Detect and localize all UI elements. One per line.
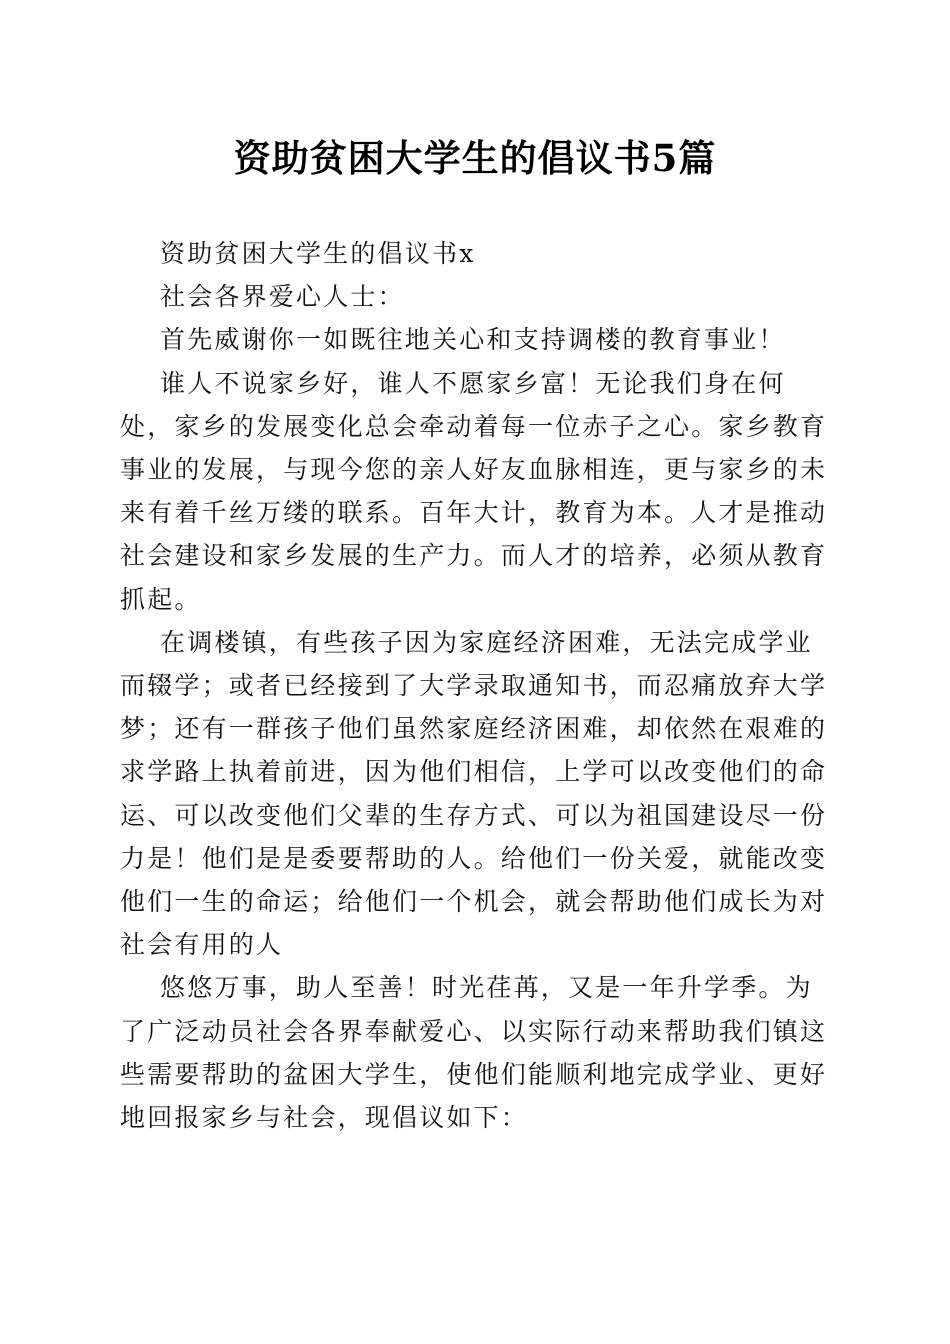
paragraph-students: 在调楼镇，有些孩子因为家庭经济困难，无法完成学业而辍学；或者已经接到了大学录取通知书，而忍痛放弃大学梦；还有一群孩子他们虽然家庭经济困难，却依然在艰难的求学路上执着前进，因为他们相信，上学可以改变他们的命运、可以改变他们父辈的生存方式、可以为祖国建设尽一份力是！他们是是委要帮助的人。给他们一份关爱，就能改变他们一生的命运；给他们一个机会，就会帮助他们成长为对社会有用的人 (120, 627, 828, 960)
paragraph-hometown: 谁人不说家乡好，谁人不愿家乡富！无论我们身在何处，家乡的发展变化总会牵动着每一位赤子之心。家乡教育事业的发展，与现今您的亲人好友血脉相连，更与家乡的未来有着千丝万缕的联系。百年大计，教育为本。人才是推动社会建设和家乡发展的生产力。而人才的培养，必须从教育抓起。 (120, 368, 828, 614)
paragraph-proposal: 悠悠万事，助人至善！时光荏苒，又是一年升学季。为了广泛动员社会各界奉献爱心、以实际行动来帮助我们镇这些需要帮助的盆困大学生，使他们能顺利地完成学业、更好地回报家乡与社会，现倡议如下： (120, 973, 828, 1133)
paragraph-subtitle: 资助贫困大学生的倡议书x (160, 239, 476, 268)
document-title: 资助贫困大学生的倡议书5篇 (233, 136, 717, 180)
paragraph-thanks: 首先威谢你一如既往地关心和支持调楼的教育事业！ (160, 325, 786, 355)
paragraph-salutation: 社会各界爱心人士： (160, 282, 405, 312)
document-body (120, 232, 832, 1139)
